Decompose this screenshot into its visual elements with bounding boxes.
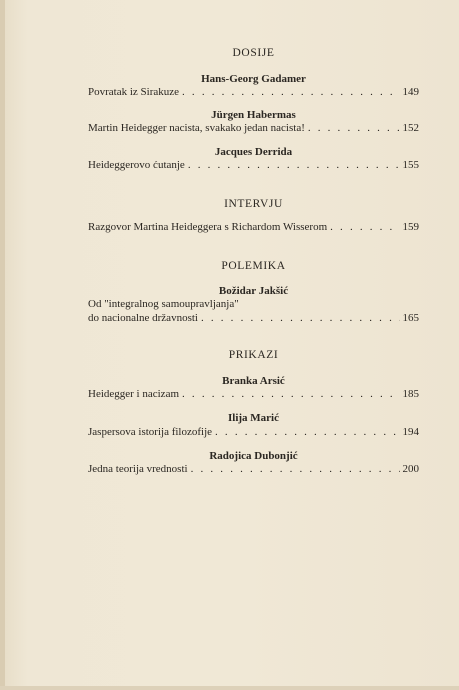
toc-entry	[88, 122, 419, 135]
section-title-polemika: POLEMIKA	[221, 260, 286, 272]
entry-title: Martin Heidegger nacista, svakako jedan nacista!	[88, 122, 305, 134]
author-arsic: Branka Arsić	[222, 375, 285, 387]
dot-leader	[215, 426, 399, 439]
dot-leader	[191, 463, 400, 476]
entry-page-number: 185	[402, 388, 419, 400]
toc-entry	[88, 159, 419, 172]
toc-entry	[88, 86, 419, 99]
author-derrida: Jacques Derrida	[214, 146, 293, 158]
page-edge-shadow	[0, 0, 5, 690]
section-title-dosije: DOSIJE	[232, 47, 275, 59]
entry-page-number: 194	[402, 426, 419, 438]
entry-title: Jaspersova istorija filozofije	[88, 426, 213, 438]
author-gadamer: Hans-Georg Gadamer	[201, 73, 306, 85]
author-habermas: Jürgen Habermas	[211, 109, 296, 121]
toc-entry	[88, 221, 419, 234]
section-title-intervju: INTERVJU	[224, 198, 283, 210]
entry-page-number: 165	[402, 312, 419, 324]
author-jaksic: Božidar Jakšić	[218, 285, 289, 297]
page-bottom-edge	[0, 686, 459, 690]
entry-page-number: 200	[402, 463, 419, 475]
entry-page-number: 159	[402, 221, 419, 233]
entry-title: Heideggerovo ćutanje	[88, 159, 185, 171]
toc-entry	[88, 426, 419, 439]
entry-title: Razgovor Martina Heideggera s Richardom Wisserom	[88, 221, 328, 233]
toc-entry	[88, 388, 419, 401]
entry-title: Jedna teorija vrednosti	[88, 463, 188, 475]
entry-title: do nacionalne državnosti	[88, 312, 198, 324]
entry-title-line1: Od "integralnog samoupravljanja"	[88, 298, 239, 310]
dot-leader	[308, 122, 400, 135]
entry-page-number: 155	[402, 159, 419, 171]
toc-entry	[88, 312, 419, 325]
entry-page-number: 149	[402, 86, 419, 98]
entry-page-number: 152	[402, 122, 419, 134]
dot-leader	[201, 312, 400, 325]
dot-leader	[188, 159, 400, 172]
entry-title: Heidegger i nacizam	[88, 388, 180, 400]
dot-leader	[182, 388, 399, 401]
author-maric: Ilija Marić	[227, 412, 279, 424]
toc-entry	[88, 463, 419, 476]
author-dubonjic: Radojica Dubonjić	[209, 450, 298, 462]
section-title-prikazi: PRIKAZI	[228, 349, 279, 361]
dot-leader	[182, 86, 399, 99]
entry-title: Povratak iz Sirakuze	[88, 86, 180, 98]
dot-leader	[330, 221, 399, 234]
